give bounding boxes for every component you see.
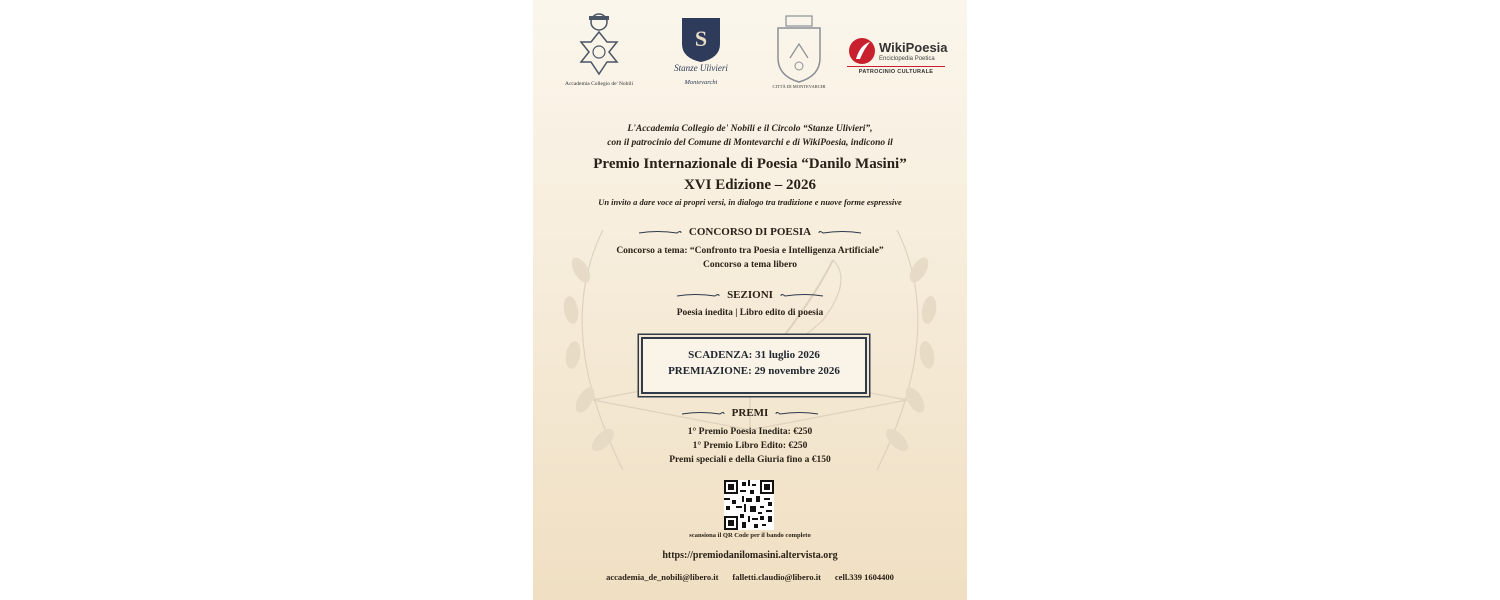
concorso-line-1: Concorso a tema: “Confronto tra Poesia e Intelligenza Artificiale”	[616, 246, 884, 256]
accademia-caption: Accademia Collegio de' Nobili	[564, 81, 634, 87]
sezioni-line-1: Poesia inedita | Libro edito di poesia	[676, 308, 824, 318]
website-link[interactable]: https://premiodanilomasini.altervista.org	[662, 550, 838, 561]
scadenza-text: SCADENZA: 31 luglio 2026	[688, 349, 820, 361]
intro-line-2: con il patrocinio del Comune di Montevarchi e di WikiPoesia, indicono il	[607, 138, 893, 148]
stanze-ulivieri-crest-icon	[678, 14, 724, 62]
wikipoesia-name: WikiPoesia	[879, 40, 948, 55]
flourish-right-icon	[774, 409, 820, 417]
concorso-line-2: Concorso a tema libero	[702, 260, 798, 270]
flourish-right-icon	[817, 228, 863, 236]
page-title: Premio Internazionale di Poesia “Danilo Masini”	[593, 156, 907, 172]
stanze-name: Stanze Ulivieri	[674, 63, 728, 73]
edition-title: XVI Edizione – 2026	[683, 177, 817, 193]
premi-line-3: Premi speciali e della Giuria fino a €150	[669, 455, 831, 465]
premi-line-1: 1° Premio Poesia Inedita: €250	[687, 427, 813, 437]
concorso-heading	[533, 226, 967, 238]
premi-line-2: 1° Premio Libro Edito: €250	[692, 441, 808, 451]
flourish-left-icon	[637, 228, 683, 236]
premi-heading	[533, 407, 967, 419]
accademia-crest-icon	[573, 12, 625, 82]
wikipoesia-divider	[847, 66, 945, 67]
premi-heading-text: PREMI	[731, 407, 769, 419]
qr-caption: scansiona il QR Code per il bando completo	[689, 532, 811, 539]
svg-text:S: S	[694, 26, 708, 51]
sezioni-heading	[533, 289, 967, 301]
contacts-row	[533, 572, 967, 582]
premiazione-text: PREMIAZIONE: 29 novembre 2026	[668, 365, 840, 377]
intro-line-1: L'Accademia Collegio de' Nobili e il Circolo “Stanze Ulivieri”,	[627, 124, 873, 134]
deadline-box	[641, 337, 867, 394]
wikipoesia-logo-icon	[848, 37, 876, 65]
wikipoesia-subtitle: Enciclopedia Poetica	[879, 56, 935, 62]
sezioni-heading-text: SEZIONI	[727, 289, 773, 301]
flourish-right-icon	[779, 291, 825, 299]
flourish-left-icon	[680, 409, 726, 417]
phone-number: cell.339 1604400	[834, 572, 894, 582]
email-link-falletti[interactable]: falletti.claudio@libero.it	[732, 572, 821, 582]
wikipoesia-patronage: PATROCINIO CULTURALE	[858, 69, 934, 75]
concorso-heading-text: CONCORSO DI POESIA	[688, 226, 812, 238]
stanze-city: Montevarchi	[684, 79, 718, 86]
poster	[533, 0, 967, 600]
tagline: Un invito a dare voce ai propri versi, in dialogo tra tradizione e nuove forme espressive	[598, 197, 902, 207]
qr-code-icon[interactable]	[724, 480, 774, 530]
email-link-accademia[interactable]: accademia_de_nobili@libero.it	[606, 572, 719, 582]
montevarchi-coat-of-arms-icon	[772, 14, 826, 84]
montevarchi-caption: CITTÀ DI MONTEVARCHI	[772, 84, 826, 89]
flourish-left-icon	[675, 291, 721, 299]
